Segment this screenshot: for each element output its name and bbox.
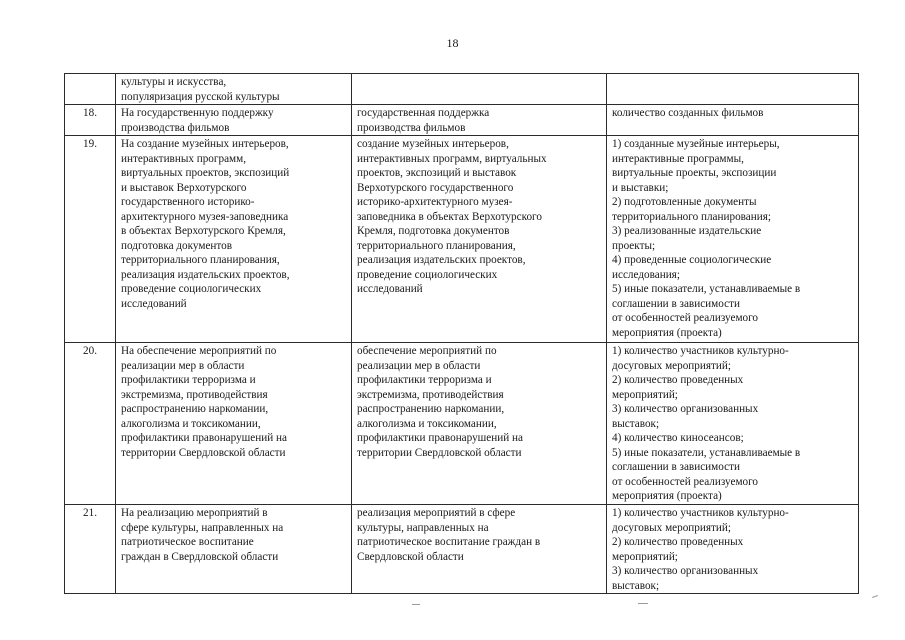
scan-artifact [638, 603, 648, 604]
table-row-21 [65, 505, 859, 594]
results-cell [607, 74, 859, 105]
row-number: 19. [65, 136, 116, 343]
direction-cell: культуры и искусства, популяризация русской культуры [116, 74, 352, 105]
scan-artifact [412, 604, 420, 605]
direction-cell: На реализацию мероприятий в сфере культуры, направленных на патриотическое воспитание граждан в Свердловской области [116, 505, 352, 594]
allocation-table [64, 73, 859, 594]
purpose-cell: обеспечение мероприятий по реализации мер в области профилактики терроризма и экстремизма, противодействия распространению наркомании, алкоголизма и токсикомании, профилактики правонарушений на территории Свердловской области [352, 343, 607, 505]
results-cell: 1) количество участников культурно- досуговых мероприятий; 2) количество проведенных мероприятий; 3) количество организованных выставок; 4) количество киносеансов; 5) иные показатели, устанавливаемые в соглашении в зависимости от особенностей реализуемого мероприятия (проекта) [607, 343, 859, 505]
results-cell: 1) созданные музейные интерьеры, интерактивные программы, виртуальные проекты, экспозиции и выставки; 2) подготовленные документы территориального планирования; 3) реализованные издательские проекты; 4) проведенные социологические исследования; 5) иные показатели, устанавливаемые в соглашении в зависимости от особенностей реализуемого мероприятия (проекта) [607, 136, 859, 343]
table-row-20 [65, 343, 859, 505]
row-number: 18. [65, 105, 116, 136]
direction-cell: На обеспечение мероприятий по реализации мер в области профилактики терроризма и экстремизма, противодействия распространению наркомании, алкоголизма и токсикомании, профилактики правонарушений на территории Свердловской области [116, 343, 352, 505]
purpose-cell [352, 74, 607, 105]
direction-cell: На создание музейных интерьеров, интерактивных программ, виртуальных проектов, экспозиций и выставок Верхотурского государственного историко- архитектурного музея-заповедника в объектах Верхотурского Кремля, подготовка документов территориального планирования, реализация издательских проектов, проведение социологических исследований [116, 136, 352, 343]
row-number [65, 74, 116, 105]
purpose-cell: реализация мероприятий в сфере культуры, направленных на патриотическое воспитание граждан в Свердловской области [352, 505, 607, 594]
table-row-18 [65, 105, 859, 136]
table-row-19 [65, 136, 859, 343]
results-cell: количество созданных фильмов [607, 105, 859, 136]
results-cell: 1) количество участников культурно- досуговых мероприятий; 2) количество проведенных мероприятий; 3) количество организованных выставок; [607, 505, 859, 594]
scan-artifact [872, 595, 878, 598]
row-number: 20. [65, 343, 116, 505]
table-row-continued [65, 74, 859, 105]
direction-cell: На государственную поддержку производства фильмов [116, 105, 352, 136]
purpose-cell: государственная поддержка производства фильмов [352, 105, 607, 136]
purpose-cell: создание музейных интерьеров, интерактивных программ, виртуальных проектов, экспозиций и выставок Верхотурского государственного историко-архитектурного музея- заповедника в объектах Верхотурского Кремля, подготовка документов территориального планирования, реализация издательских проектов, проведение социологических исследований [352, 136, 607, 343]
row-number: 21. [65, 505, 116, 594]
page-number: 18 [446, 36, 459, 50]
